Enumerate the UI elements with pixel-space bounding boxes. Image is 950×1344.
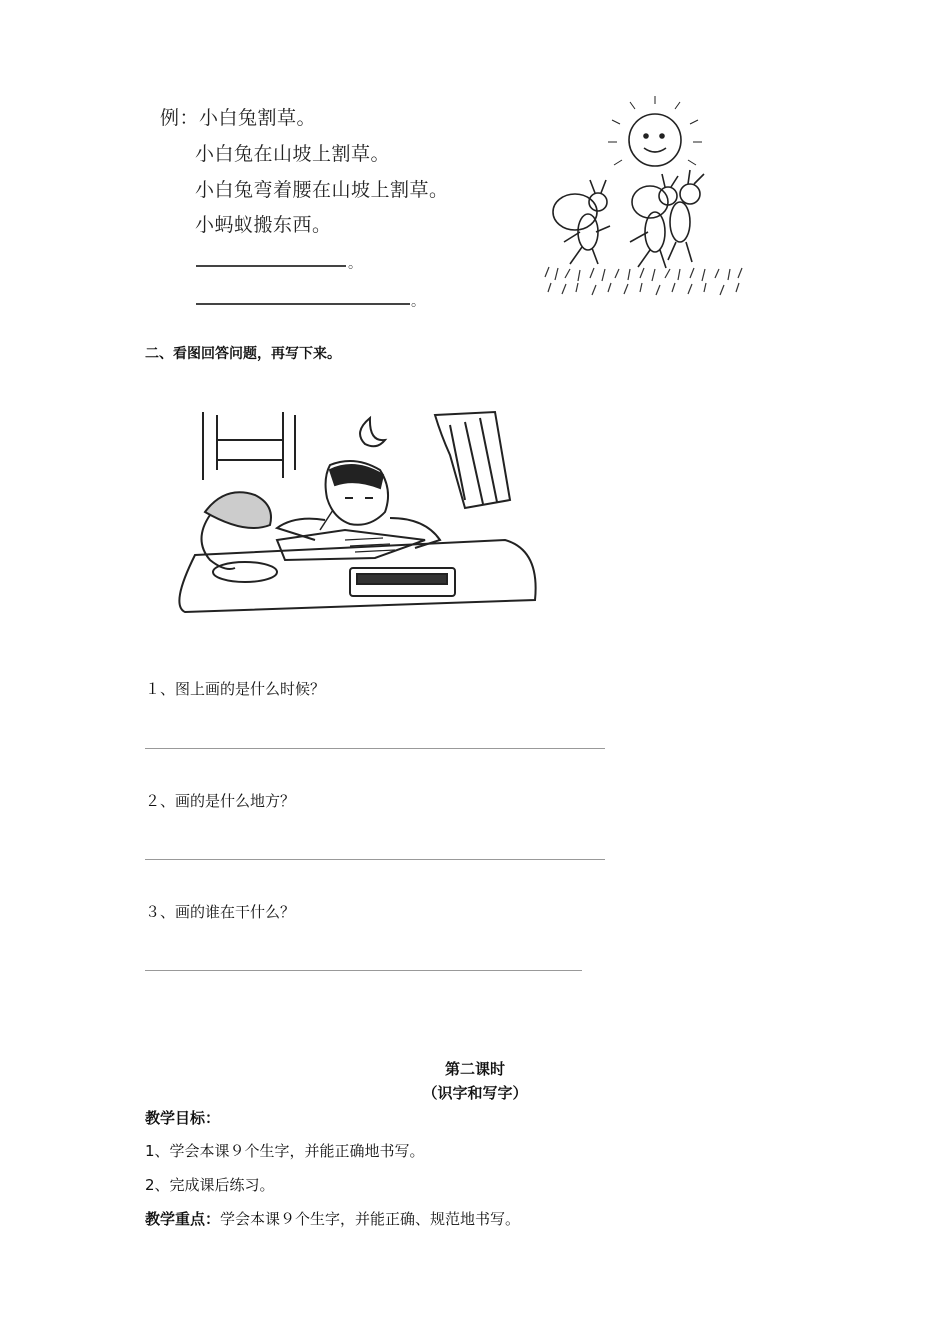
fill-blank-2[interactable] (196, 303, 410, 305)
answer-line-1[interactable] (145, 748, 605, 749)
lesson-title: 第二课时 (444, 1060, 505, 1078)
example-sentence-4: 小蚂蚁搬东西。 (195, 214, 332, 236)
answer-line-2[interactable] (145, 859, 605, 860)
question-3: ３、画的谁在干什么？ (145, 903, 296, 921)
lesson-subtitle: （识字和写字） (422, 1084, 528, 1102)
answer-line-3[interactable] (145, 970, 582, 971)
example-sentence-3: 小白兔弯着腰在山坡上割草。 (195, 179, 449, 201)
example-sentence-2: 小白兔在山坡上割草。 (195, 143, 391, 165)
goals-label: 教学目标： (145, 1109, 221, 1127)
section-heading: 二、看图回答问题，再写下来。 (145, 346, 341, 362)
ants-sun-illustration (540, 92, 750, 307)
goal-1: 1、学会本课９个生字，并能正确地书写。 (145, 1142, 425, 1160)
question-1: １、图上画的是什么时候？ (145, 680, 326, 698)
focus-text: 学会本课９个生字，并能正确、规范地书写。 (220, 1210, 521, 1228)
example-label: 例： (160, 107, 200, 129)
focus-paragraph (145, 1208, 520, 1229)
fill-blank-1-end: 。 (348, 256, 362, 272)
fill-blank-1[interactable] (196, 265, 346, 267)
example-line-1 (160, 103, 316, 130)
boy-desk-illustration (165, 400, 545, 625)
fill-blank-2-end: 。 (411, 294, 425, 310)
example-sentence-1: 小白兔割草。 (199, 107, 317, 129)
goal-2: 2、完成课后练习。 (145, 1176, 275, 1194)
question-2: ２、画的是什么地方？ (145, 792, 296, 810)
focus-label: 教学重点： (145, 1210, 221, 1228)
